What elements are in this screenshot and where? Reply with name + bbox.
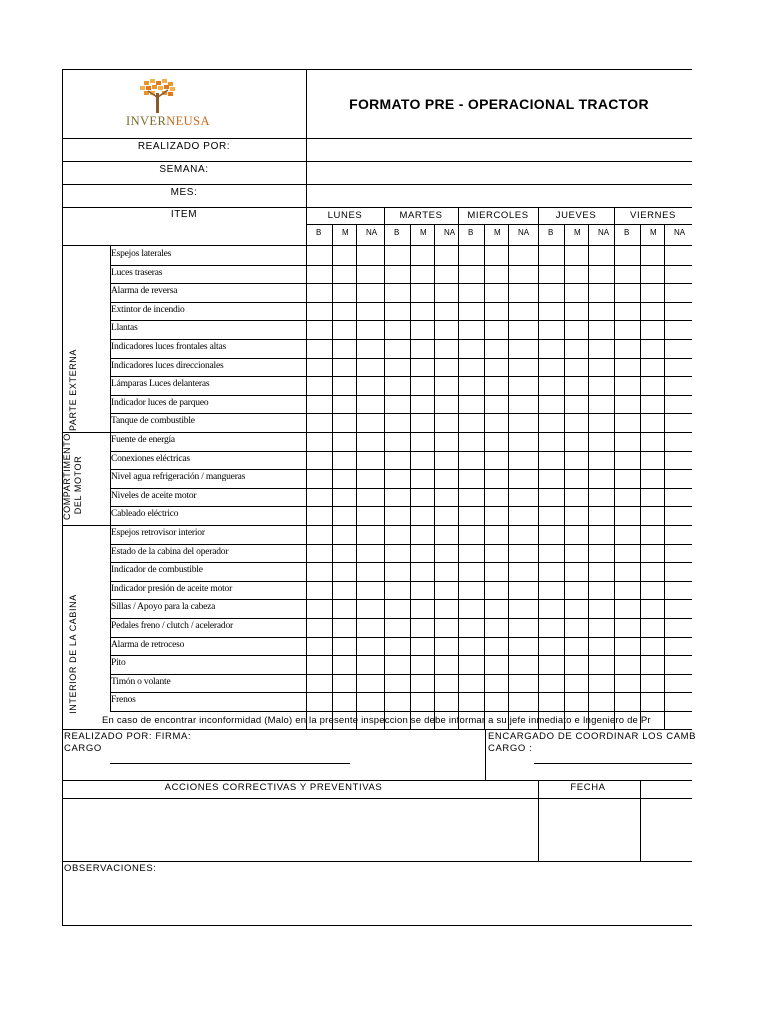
realizado-por-field[interactable] [307,139,692,161]
checklist-item: Frenos [111,695,136,706]
tree-logo-icon [122,77,242,115]
day-header: JUEVES [555,210,597,221]
notice-text: En caso de encontrar inconformidad (Malo) en la presente inspeccion se debe informar a su jefe inmediato e Ingeniero de Pr [102,715,651,726]
checklist-item: Conexiones eléctricas [111,453,190,464]
checklist-item: Pito [111,658,126,669]
checklist-item: Indicadores luces direccionales [111,360,224,371]
section-label-interior-cabina: INTERIOR DE LA CABINA [68,594,78,714]
sub-column-header: M [342,228,349,237]
checklist-item: Indicador presión de aceite motor [111,583,233,594]
checklist-item: Alarma de reversa [111,286,178,297]
checklist-item: Pedales freno / clutch / acelerador [111,621,233,631]
sub-column-header: B [468,228,474,237]
sub-column-header: M [420,228,427,237]
checklist-item: Tanque de combustible [111,416,195,427]
checklist-item: Lámparas Luces delanteras [111,379,210,390]
checklist-item: Fuente de energía [111,435,175,445]
checklist-item: Indicadores luces frontales altas [111,342,227,352]
checklist-item: Cableado eléctrico [111,509,179,520]
mes-field[interactable] [307,185,692,207]
sub-column-header: NA [366,228,378,237]
sub-column-header: B [548,228,554,237]
realizado-por-label: REALIZADO POR: [137,141,231,152]
day-header: LUNES [327,210,363,221]
mes-label: MES: [170,187,198,198]
sub-column-header: B [316,228,322,237]
checklist-item: Niveles de aceite motor [111,490,197,501]
signature-left-label: REALIZADO POR: FIRMA: CARGO [64,731,192,754]
sub-column-header: M [494,228,501,237]
inspection-form [62,69,697,925]
checklist-item: Extintor de incendio [111,304,185,315]
fecha-field[interactable] [539,799,639,861]
checklist-item: Llantas [111,323,138,334]
acciones-header: ACCIONES CORRECTIVAS Y PREVENTIVAS [164,782,383,793]
sub-column-header: M [574,228,581,237]
sub-column-header: B [394,228,400,237]
signature-left-line [110,763,350,764]
checklist-item: Indicador de combustible [111,565,203,576]
day-header: MARTES [399,210,443,221]
acciones-field[interactable] [63,799,537,861]
sub-column-header: NA [444,228,456,237]
checklist-item: Indicador luces de parqueo [111,397,209,408]
checklist-item: Luces traseras [111,267,163,278]
form-title: FORMATO PRE - OPERACIONAL TRACTOR [349,95,649,112]
logo-wordmark: INVERNEUSA [126,114,210,128]
semana-field[interactable] [307,162,692,184]
section-label-parte-externa: PARTE EXTERNA [68,349,78,431]
checklist-item: Alarma de retroceso [111,639,185,650]
sub-column-header: M [650,228,657,237]
sub-column-header: NA [518,228,530,237]
section-label-compartimento-motor: COMPARTIMENTO DEL MOTOR [62,433,83,520]
sub-column-header: B [624,228,630,237]
checklist-item: Estado de la cabina del operador [111,546,229,557]
sub-column-header: NA [598,228,610,237]
fecha-header: FECHA [570,782,606,793]
day-header: MIERCOLES [467,210,529,221]
item-column-header: ITEM [170,209,198,220]
signature-right-label: ENCARGADO DE COORDINAR LOS CAMB CARGO : [488,731,697,754]
observaciones-field[interactable] [63,877,692,924]
checklist-item: Espejos laterales [111,249,172,259]
day-header: VIERNES [630,210,676,221]
checklist-item: Nivel agua refrigeración / mangueras [111,472,246,483]
checklist-item: Sillas / Apoyo para la cabeza [111,602,216,613]
sub-column-header: NA [674,228,686,237]
checklist-item: Espejos retrovisor interior [111,528,205,538]
checklist-item: Timón o volante [111,676,171,687]
semana-label: SEMANA: [159,164,209,175]
signature-right-line [534,763,692,764]
observaciones-label: OBSERVACIONES: [64,863,157,874]
